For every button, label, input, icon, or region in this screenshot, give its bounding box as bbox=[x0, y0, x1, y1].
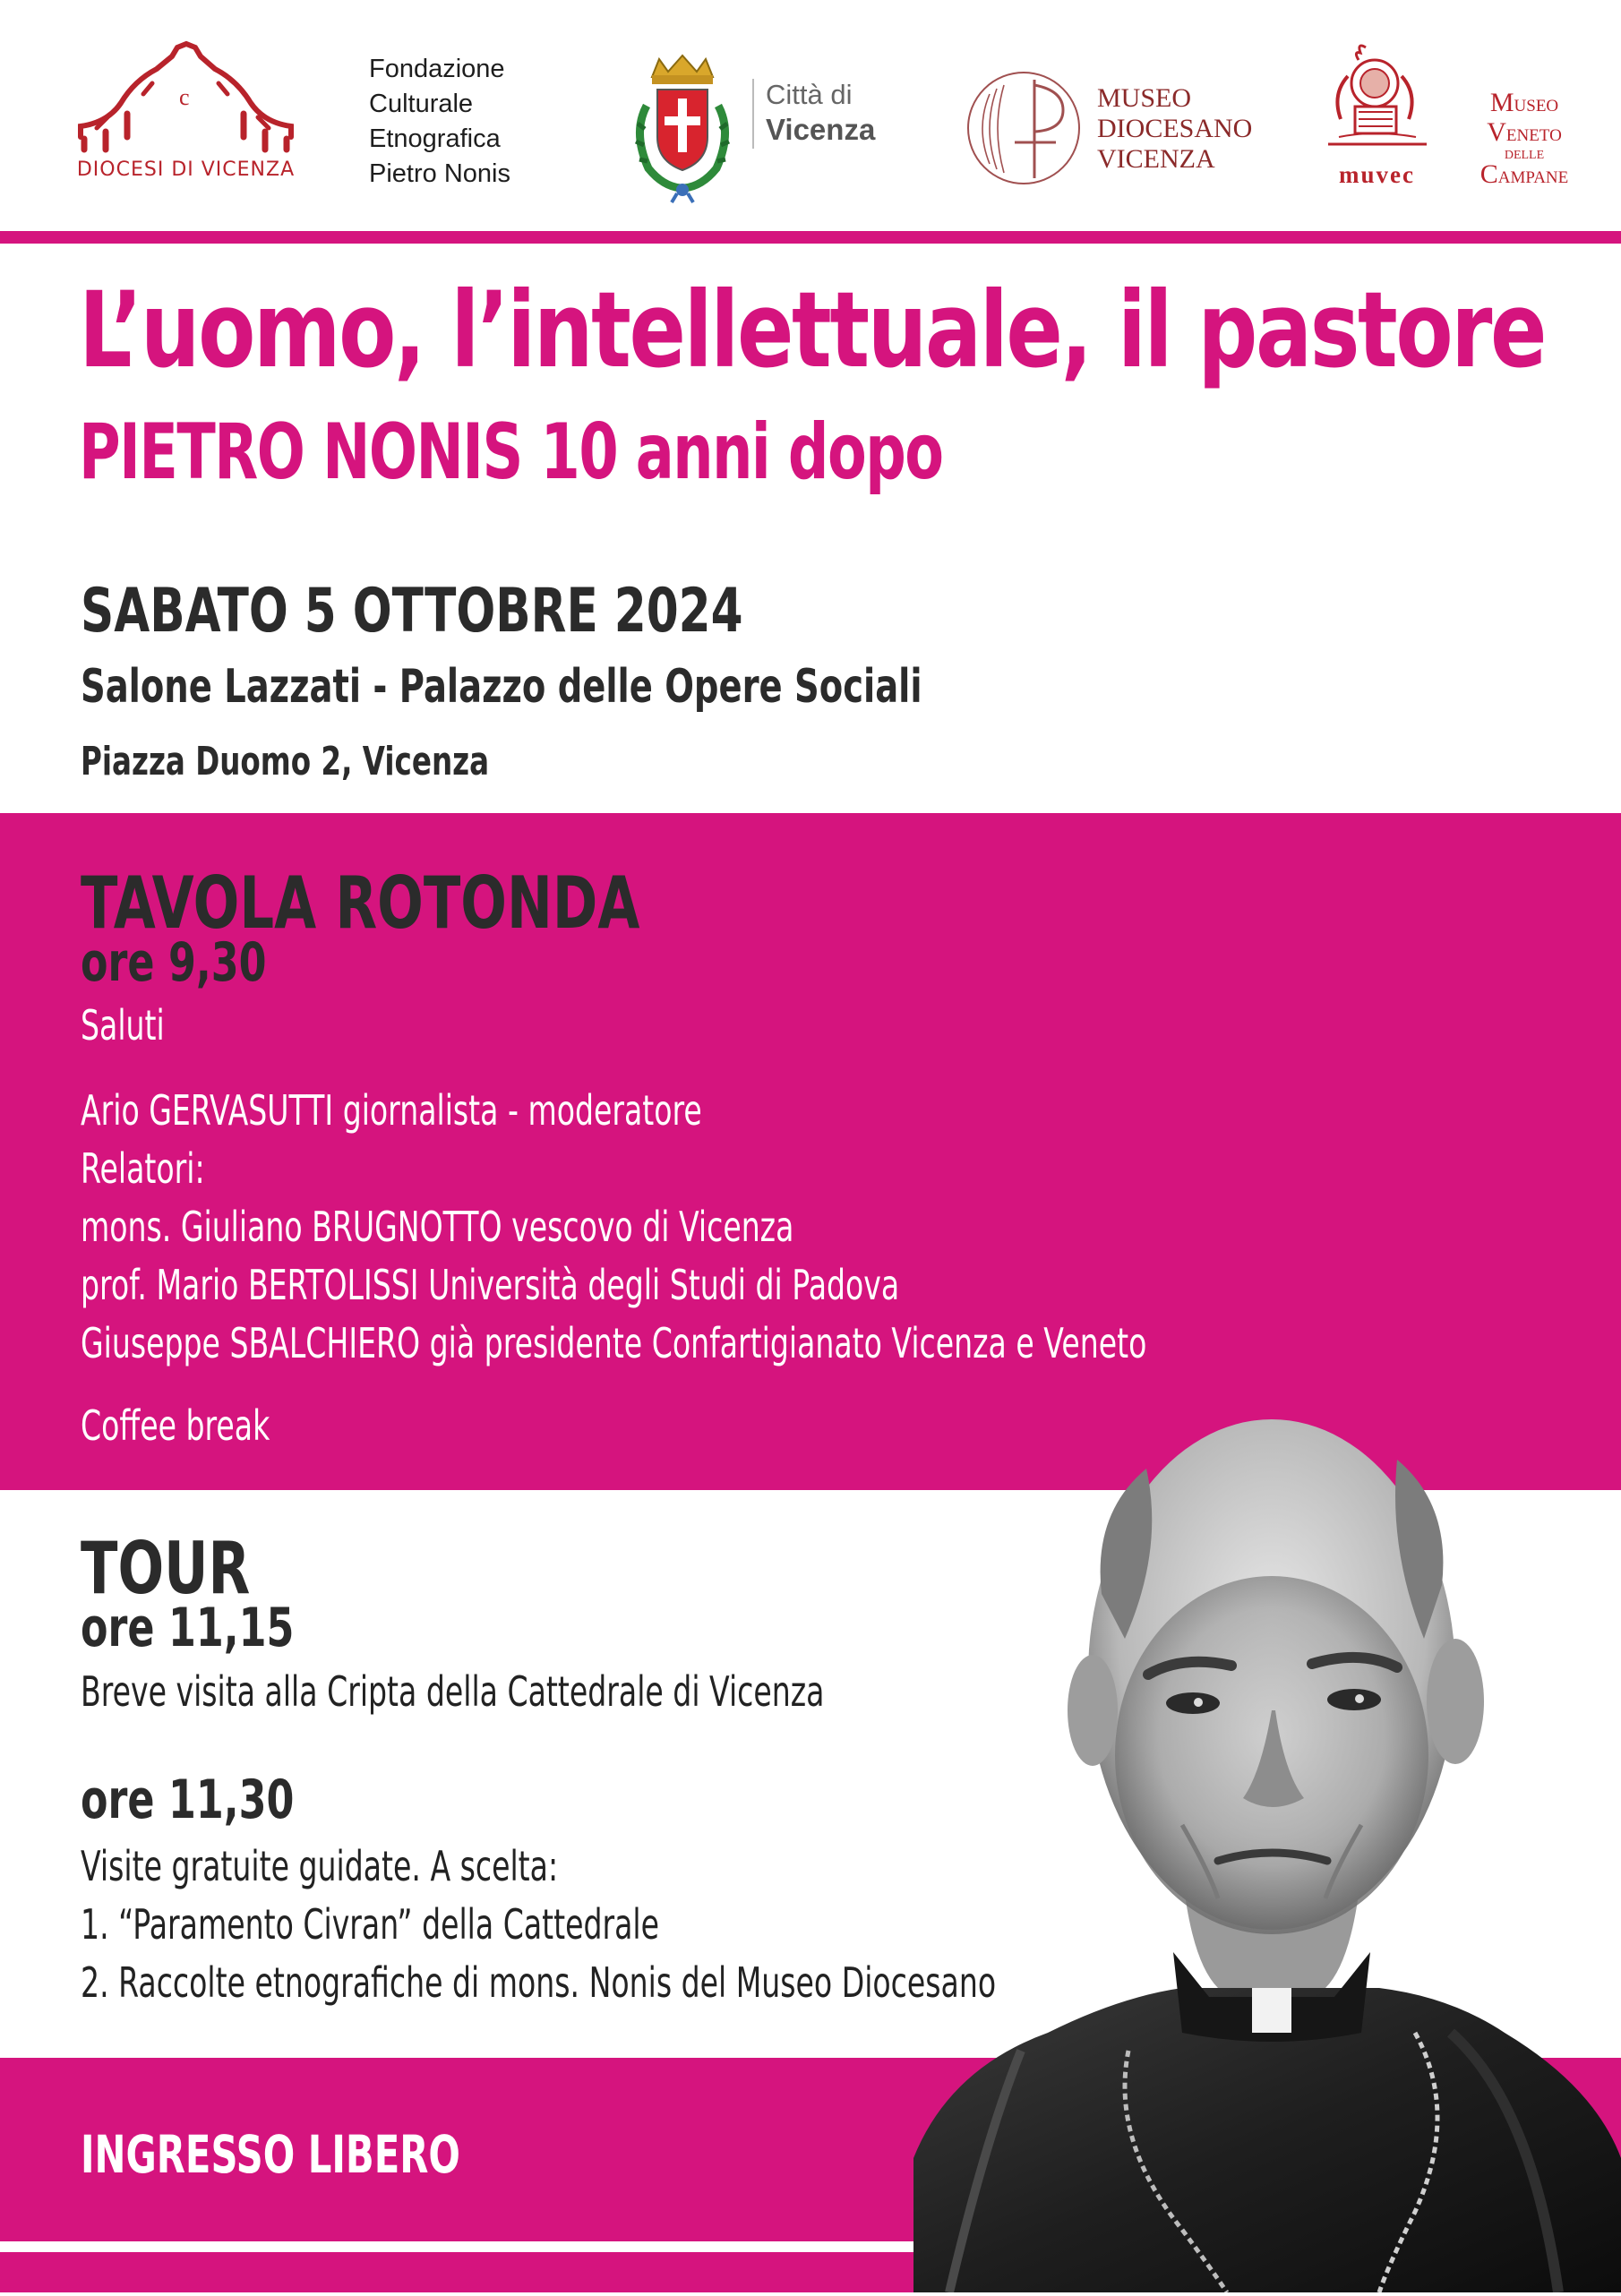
diocesi-basilica-icon bbox=[72, 40, 300, 157]
winged-lion-icon bbox=[1321, 40, 1433, 161]
museo-line: DIOCESANO bbox=[1097, 114, 1253, 143]
museo-diocesano-text bbox=[1097, 83, 1252, 175]
tour-visit-1: Breve visita alla Cripta della Cattedrale di Vicenza bbox=[81, 1667, 825, 1716]
citta-line2: Vicenza bbox=[766, 113, 876, 146]
museo-line: MUSEO bbox=[1097, 83, 1192, 113]
tour-option: 2. Raccolte etnografiche di mons. Nonis del Museo Diocesano bbox=[81, 1958, 997, 2007]
mvc-word: DELLE bbox=[1504, 149, 1545, 162]
event-address: Piazza Duomo 2, Vicenza bbox=[81, 739, 490, 784]
citta-divider bbox=[752, 79, 754, 149]
tour-heading: TOUR bbox=[81, 1527, 251, 1610]
portrait-photo bbox=[913, 1370, 1621, 2292]
fondazione-line: Etnografica bbox=[369, 124, 501, 153]
mvc-word: AMPANE bbox=[1497, 168, 1569, 187]
mvc-letter: C bbox=[1479, 159, 1498, 189]
museo-line: VICENZA bbox=[1097, 144, 1215, 174]
tour-option: 1. “Paramento Civran” della Cattedrale bbox=[81, 1900, 659, 1949]
fondazione-logo bbox=[369, 52, 510, 192]
speakers-label: Relatori: bbox=[81, 1144, 205, 1193]
event-venue: Salone Lazzati - Palazzo delle Opere Sociali bbox=[81, 660, 922, 714]
free-entry-label: INGRESSO LIBERO bbox=[81, 2124, 460, 2185]
greeting-line: Saluti bbox=[81, 1001, 165, 1049]
fondazione-line: Fondazione bbox=[369, 55, 505, 83]
mvc-word: ENETO bbox=[1505, 126, 1562, 145]
museo-veneto-campane-text bbox=[1457, 90, 1591, 192]
page-subtitle: PIETRO NONIS 10 anni dopo bbox=[79, 407, 943, 497]
tour-visit-2-intro: Visite gratuite guidate. A scelta: bbox=[81, 1842, 559, 1890]
tour-time-1: ore 11,15 bbox=[81, 1597, 295, 1659]
museo-diocesano-logo bbox=[963, 67, 1285, 193]
fondazione-line: Culturale bbox=[369, 90, 474, 118]
muvec-logo bbox=[1321, 40, 1599, 193]
header-divider bbox=[0, 231, 1621, 244]
citta-di-vicenza-logo bbox=[627, 52, 896, 204]
event-date: SABATO 5 OTTOBRE 2024 bbox=[81, 576, 743, 647]
mvc-word: USEO bbox=[1514, 97, 1559, 116]
speaker-line: mons. Giuliano BRUGNOTTO vescovo di Vicenza bbox=[81, 1203, 794, 1251]
mvc-letter: V bbox=[1487, 117, 1506, 147]
coffee-break-line: Coffee break bbox=[81, 1401, 270, 1450]
speaker-line: prof. Mario BERTOLISSI Università degli Studi di Padova bbox=[81, 1261, 900, 1309]
mvc-letter: M bbox=[1489, 88, 1514, 117]
round-table-heading: TAVOLA ROTONDA bbox=[81, 861, 640, 945]
speaker-line: Giuseppe SBALCHIERO già presidente Confartigianato Vicenza e Veneto bbox=[81, 1319, 1147, 1367]
vicenza-coat-of-arms-icon bbox=[627, 52, 739, 204]
tour-time-2: ore 11,30 bbox=[81, 1769, 295, 1831]
round-table-time: ore 9,30 bbox=[81, 931, 267, 994]
muvec-wordmark: muvec bbox=[1339, 161, 1415, 188]
citta-line1: Città di bbox=[766, 79, 853, 110]
diocesi-caption: DIOCESI DI VICENZA bbox=[76, 158, 296, 181]
museo-diocesano-emblem-icon bbox=[963, 67, 1088, 193]
fondazione-line: Pietro Nonis bbox=[369, 159, 510, 188]
moderator-line: Ario GERVASUTTI giornalista - moderatore bbox=[81, 1086, 702, 1135]
svg-text:c: c bbox=[179, 84, 190, 110]
bishop-portrait-image bbox=[913, 1370, 1621, 2292]
diocesi-logo bbox=[72, 40, 300, 193]
page-title: L’uomo, l’intellettuale, il pastore bbox=[79, 269, 1546, 391]
